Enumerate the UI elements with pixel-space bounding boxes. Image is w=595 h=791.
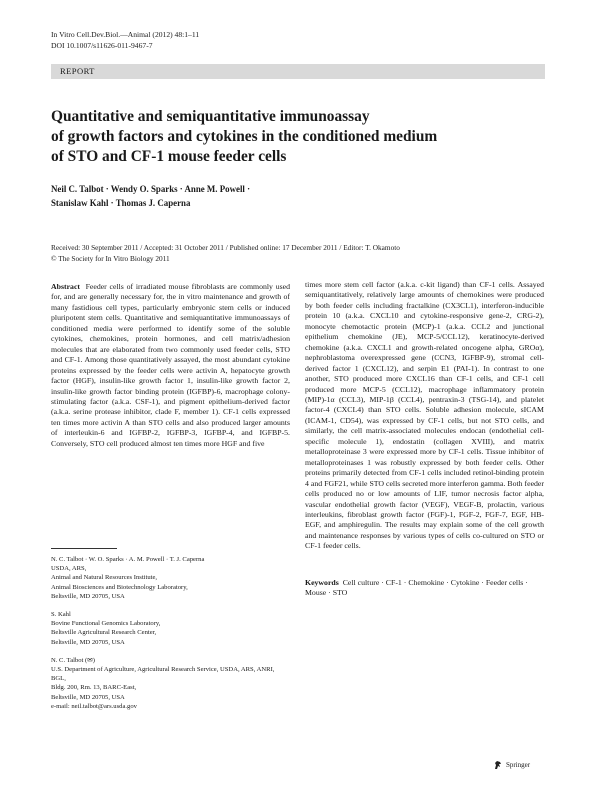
affiliation-line: Beltsville, MD 20705, USA [51, 592, 125, 600]
affiliation-line: Beltsville, MD 20705, USA [51, 638, 125, 646]
title-line: of growth factors and cytokines in the conditioned medium [51, 128, 438, 145]
affiliation-line: Beltsville, MD 20705, USA [51, 693, 125, 701]
publisher-logo [493, 760, 530, 770]
affiliation-line: USDA, ARS, [51, 565, 87, 573]
affiliation-block [51, 610, 290, 647]
abstract-left-column [51, 282, 290, 449]
title-line: of STO and CF-1 mouse feeder cells [51, 148, 287, 165]
keywords-list: Cell culture · CF-1 · Chemokine · Cytokine · Feeder cells · Mouse · STO [305, 578, 528, 598]
affiliation-line: N. C. Talbot (✉) [51, 656, 95, 664]
affiliation-line: S. Kahl [51, 611, 71, 619]
springer-horse-icon [493, 760, 503, 770]
history-line: Received: 30 September 2011 / Accepted: 31 October 2011 / Published online: 17 December 2011 / Editor: T. Okamoto [51, 243, 400, 252]
affiliation-divider [51, 548, 117, 549]
affiliation-line: U.S. Department of Agriculture, Agricultural Research Service, USDA, ARS, ANRI, BGL, [51, 666, 275, 683]
journal-header [51, 30, 199, 51]
affiliation-line: Beltsville Agricultural Research Center, [51, 629, 157, 637]
affiliation-line: N. C. Talbot · W. O. Sparks · A. M. Powell · T. J. Caperna [51, 556, 205, 563]
section-label-bar [51, 64, 545, 79]
abstract-label: Abstract [51, 282, 81, 291]
article-title [51, 107, 531, 167]
affiliation-block [51, 555, 290, 601]
affiliation-line: Animal and Natural Resources Institute, [51, 574, 158, 582]
affiliation-line: Bldg. 200, Rm. 13, BARC-East, [51, 684, 137, 692]
author-list [51, 183, 250, 210]
email-link[interactable]: e-mail: neil.talbot@ars.usda.gov [51, 702, 137, 710]
abstract-text-part1: Feeder cells of irradiated mouse fibroblasts are commonly used for, and are generally necessary for, the in vitro maintenance and growth of many fastidious cell types, particularly embryonic stem cells or induced pluripotent stem cells. Quantitative and semiquantitative immunoassays of conditioned media were performed to identify some of the soluble cytokines, chemokines, protein hormones, and cell matrix/adhesion molecules that are elaborated from two commonly used feeder cells, STO and CF-1. Among those quantitatively assayed, the most abundant cytokine proteins expressed by the feeder cells were activin A, hepatocyte growth factor (HGF), insulin-like growth factor 1, insulin-like growth factor 2, insulin-like growth factor binding protein (IGFBP)-6, macrophage colony-stimulating factor (a.k.a. CSF-1), and pigment epithelium-derived factor (a.k.a. serine protease inhibitor, clade F, member 1). CF-1 cells expressed ten times more activin A than STO cells and also produced larger amounts of interleukin-6 and IGFBP-2, IGFBP-3, IGFBP-4, and IGFBP-5. Conversely, STO cell produced almost ten times more HGF and five [51, 282, 290, 448]
publication-dates [51, 243, 400, 264]
author-line: Neil C. Talbot · Wendy O. Sparks · Anne M. Powell · [51, 184, 251, 194]
title-line: Quantitative and semiquantitative immunoassay [51, 108, 370, 125]
affiliations [51, 555, 290, 720]
journal-citation: In Vitro Cell.Dev.Biol.—Animal (2012) 48:1–11 [51, 30, 200, 39]
keywords [305, 578, 544, 599]
copyright-line: © The Society for In Vitro Biology 2011 [51, 253, 170, 263]
author-line: Stanislaw Kahl · Thomas J. Caperna [51, 197, 191, 208]
publisher-name: Springer [506, 761, 531, 769]
abstract-right-column [305, 280, 544, 552]
keywords-label: Keywords [305, 578, 339, 587]
affiliation-block-corresponding [51, 656, 290, 711]
section-label: REPORT [60, 66, 95, 76]
affiliation-line: Bovine Functional Genomics Laboratory, [51, 620, 161, 628]
doi: DOI 10.1007/s11626-011-9467-7 [51, 40, 153, 50]
abstract-text-part2: times more stem cell factor (a.k.a. c-kit ligand) than CF-1 cells. Assayed semiquantitatively, relatively large amounts of chemokines were produced by both feeder cells including fractalkine (CX3CL1), interferon-inducible protein 10 (a.k.a. CXCL10 and cytokine-responsive gene-2, CRG-2), monocyte chemotactic protein (MCP)-1 (a.k.a. CCL2 and junctional epithelium chemokine (JE), MCP-5/CCL12), keratinocyte-derived chemokine (a.k.a. CXCL1 and growth-related oncogene alpha, GROα), nephroblastoma overexpressed gene (CCN3, IGFBP-9), stromal cell-derived factor 1 (CXCL12), and serpin E1 (PAI-1). In contrast to one another, STO produced more CXCL16 than CF-1 cells, and CF-1 cell produced more MCP-5 (CCL12), macrophage inflammatory protein (MIP)-1α (CCL3), MIP-1β (CCL4), pentraxin-3 (TSG-14), and platelet factor-4 (CXCL4) than STO cells. Soluble adhesion molecule, sICAM (ICAM-1, CD54), was expressed by CF-1 cells, but not STO cells, and similarly, the cell matrix-associated molecules endocan (endothelial cell-specific molecule 1), endostatin (collagen XVIII), and matrix metalloproteinase 3 were expressed more by CF-1 cells. Tissue inhibitor of metalloproteinases 1 was robustly expressed by both feeder cells. Other proteins primarily detected from CF-1 cells included retinol-binding protein 4 and FGF21, while STO cells secreted more interferon gamma. Both feeder cells produced no or low amounts of LIF, tumor necrosis factor alpha, vascular endothelial growth factor (VEGF), VEGF-B, prolactin, various interleukins, fibroblast growth factor (FGF)-1, FGF-2, FGF-7, EGF, HB-EGF, and amphiregulin. The results may explain some of the cell growth and maintenance responses by various types of cells co-cultured on STO or CF-1 feeder cells. [305, 280, 544, 551]
affiliation-line: Animal Biosciences and Biotechnology Laboratory, [51, 583, 188, 591]
